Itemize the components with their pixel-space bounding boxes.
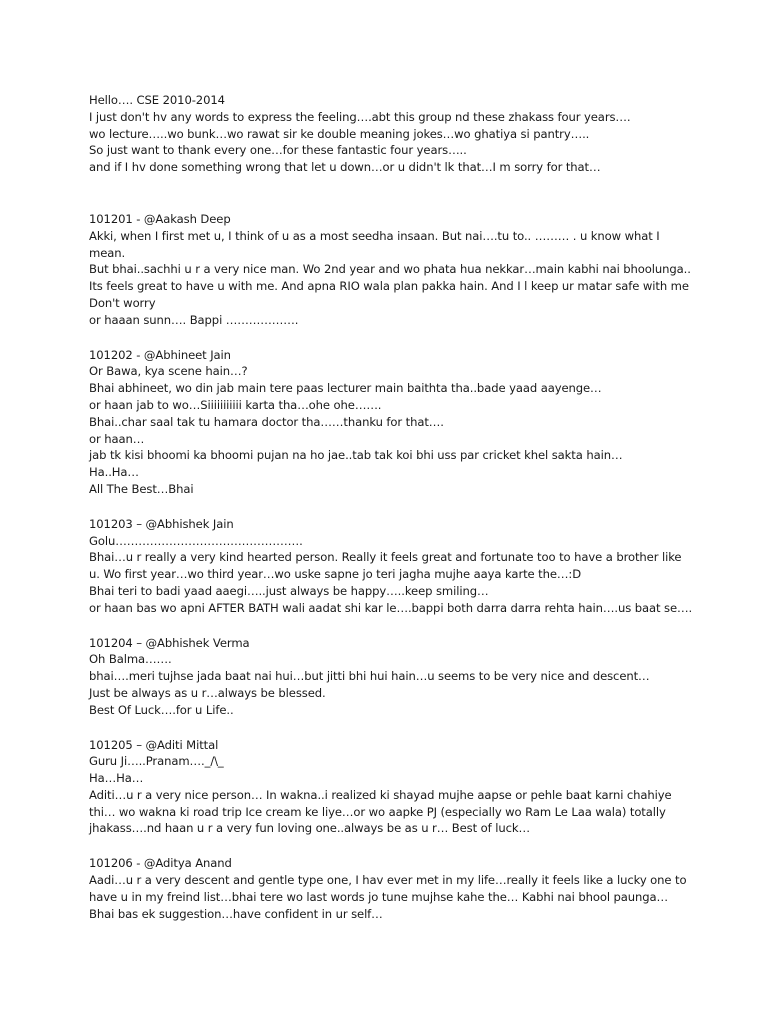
entry-heading: 101203 – @Abhishek Jain — [89, 516, 234, 531]
entry-line: Aadi…u r a very descent and gentle type one, I hav ever met in my life…really it feels like a lucky one to have u in my freind list…bhai tere wo last words jo tune mujhse kahe the… Kabhi nai bhool paunga… — [89, 873, 687, 904]
entry-abhishek-jain — [89, 516, 693, 617]
intro-line: wo lecture…..wo bunk…wo rawat sir ke double meaning jokes…wo ghatiya si pantry….. — [89, 126, 590, 141]
intro-line: I just don't hv any words to express the feeling….abt this group nd these zhakass four years…. — [89, 109, 631, 124]
entry-line: Bhai bas ek suggestion…have confident in ur self… — [89, 906, 383, 921]
entry-abhishek-verma — [89, 635, 689, 719]
entry-line: or haan jab to wo…Siiiiiiiiiii karta tha…ohe ohe……. — [89, 397, 382, 412]
entry-line: Oh Balma……. — [89, 652, 172, 667]
entry-heading: 101204 – @Abhishek Verma — [89, 635, 250, 650]
entry-line: or haaan sunn…. Bappi ………………. — [89, 312, 299, 327]
entry-line: Bhai..char saal tak tu hamara doctor tha……thanku for that…. — [89, 414, 444, 429]
entry-line: Aditi…u r a very nice person… In wakna..i realized ki shayad mujhe aapse or pehle baat karni chahiye thi… wo wakna ki road trip Ice cream ke liye…or wo aapke PJ (especially wo Ram Le Laa wala) totally jhakass….nd haan u r a very fun loving one..always be as u r… Best of luck… — [89, 787, 672, 836]
entry-line: Or Bawa, kya scene hain…? — [89, 364, 248, 379]
entry-heading: 101202 - @Abhineet Jain — [89, 347, 231, 362]
entry-aditi-mittal — [89, 737, 689, 838]
entry-line: Ha..Ha… — [89, 465, 139, 480]
entry-line: Its feels great to have u with me. And apna RIO wala plan pakka hain. And I l keep ur matar safe with me Don't worry — [89, 279, 689, 310]
entry-line: or haan bas wo apni AFTER BATH wali aadat shi kar le….bappi both darra darra rehta hain….us baat se…. — [89, 600, 693, 615]
intro-line: and if I hv done something wrong that let u down…or u didn't lk that…I m sorry for that… — [89, 160, 601, 175]
entry-line: Bhai abhineet, wo din jab main tere paas lecturer main baithta tha..bade yaad aayenge… — [89, 381, 602, 396]
entry-heading: 101201 - @Aakash Deep — [89, 211, 231, 226]
entry-abhineet-jain — [89, 347, 689, 498]
entry-line: Golu…………………………………………. — [89, 533, 303, 548]
intro-line: So just want to thank every one…for these fantastic four years….. — [89, 143, 467, 158]
entry-line: Just be always as u r…always be blessed. — [89, 685, 326, 700]
entry-line: Bhai…u r really a very kind hearted person. Really it feels great and fortunate too to have a brother like u. Wo first year…wo third year…wo uske sapne jo teri jagha mujhe aaya karte the…:D — [89, 550, 682, 582]
entry-heading: 101206 - @Aditya Anand — [89, 856, 232, 871]
entry-line: Bhai teri to badi yaad aaegi…..just always be happy…..keep smiling… — [89, 583, 489, 598]
document-page — [89, 92, 693, 940]
entry-line: Ha…Ha… — [89, 771, 144, 786]
intro-message — [89, 92, 689, 176]
entry-line: But bhai..sachhi u r a very nice man. Wo 2nd year and wo phata hua nekkar…main kabhi nai bhoolunga.. — [89, 262, 691, 277]
entry-line: Guru Ji…..Pranam…._/\_ — [89, 754, 224, 769]
entry-line: Akki, when I first met u, I think of u as a most seedha insaan. But nai….tu to.. ……… . u know what I mean. — [89, 228, 660, 260]
intro-line: Hello…. CSE 2010-2014 — [89, 93, 225, 107]
entry-line: All The Best…Bhai — [89, 481, 194, 496]
entry-line: jab tk kisi bhoomi ka bhoomi pujan na ho jae..tab tak koi bhi uss par cricket khel sakta hain… — [89, 448, 623, 463]
entry-line: or haan… — [89, 431, 145, 446]
entry-line: bhai….meri tujhse jada baat nai hui…but jitti bhi hui hain…u seems to be very nice and descent… — [89, 669, 650, 684]
entry-aakash-deep — [89, 211, 689, 329]
entry-heading: 101205 – @Aditi Mittal — [89, 737, 219, 752]
entry-line: Best Of Luck….for u Life.. — [89, 702, 234, 717]
entry-aditya-anand — [89, 855, 689, 922]
